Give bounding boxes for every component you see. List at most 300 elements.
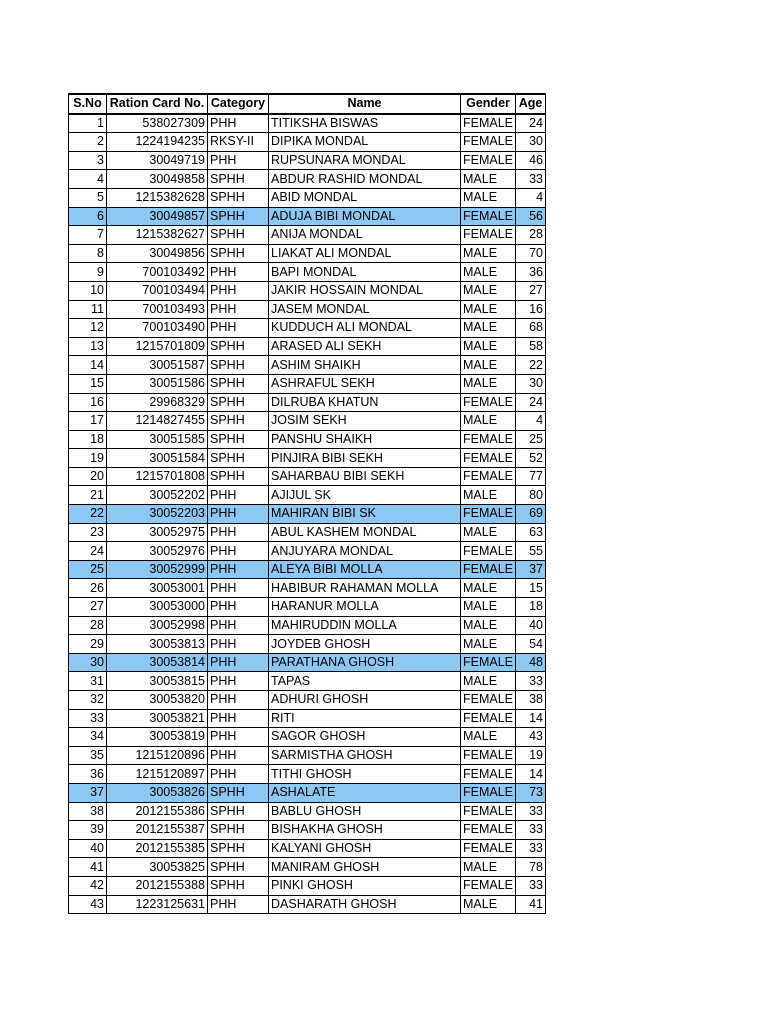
cell-name: ASHIM SHAIKH: [269, 356, 461, 375]
cell-sno: 14: [69, 356, 107, 375]
table-row: [69, 876, 546, 895]
cell-name: KUDDUCH ALI MONDAL: [269, 319, 461, 338]
cell-age: 56: [516, 207, 546, 226]
cell-age: 48: [516, 653, 546, 672]
cell-gender: MALE: [461, 263, 516, 282]
cell-ration-card-no: 30052975: [107, 523, 208, 542]
cell-ration-card-no: 30053813: [107, 635, 208, 654]
cell-name: MAHIRUDDIN MOLLA: [269, 616, 461, 635]
cell-ration-card-no: 700103492: [107, 263, 208, 282]
cell-name: HARANUR MOLLA: [269, 598, 461, 617]
cell-name: TAPAS: [269, 672, 461, 691]
cell-age: 69: [516, 505, 546, 524]
cell-sno: 6: [69, 207, 107, 226]
cell-ration-card-no: 1215382628: [107, 188, 208, 207]
cell-name: PINKI GHOSH: [269, 876, 461, 895]
cell-sno: 33: [69, 709, 107, 728]
cell-gender: MALE: [461, 635, 516, 654]
cell-category: PHH: [208, 598, 269, 617]
cell-category: PHH: [208, 560, 269, 579]
cell-gender: MALE: [461, 281, 516, 300]
cell-age: 33: [516, 170, 546, 189]
cell-sno: 9: [69, 263, 107, 282]
cell-gender: FEMALE: [461, 839, 516, 858]
table-row: [69, 337, 546, 356]
ration-card-table: [68, 93, 546, 914]
cell-category: SPHH: [208, 876, 269, 895]
cell-gender: MALE: [461, 598, 516, 617]
cell-gender: FEMALE: [461, 783, 516, 802]
cell-category: PHH: [208, 765, 269, 784]
cell-sno: 22: [69, 505, 107, 524]
cell-age: 40: [516, 616, 546, 635]
cell-category: SPHH: [208, 467, 269, 486]
cell-category: PHH: [208, 300, 269, 319]
cell-gender: FEMALE: [461, 560, 516, 579]
cell-name: SAGOR GHOSH: [269, 728, 461, 747]
cell-category: PHH: [208, 319, 269, 338]
table-row: [69, 691, 546, 710]
cell-sno: 27: [69, 598, 107, 617]
cell-age: 78: [516, 858, 546, 877]
cell-name: ABDUR RASHID MONDAL: [269, 170, 461, 189]
cell-gender: FEMALE: [461, 821, 516, 840]
table-body: [69, 114, 546, 914]
cell-sno: 3: [69, 151, 107, 170]
table-row: [69, 319, 546, 338]
cell-name: BABLU GHOSH: [269, 802, 461, 821]
cell-gender: MALE: [461, 616, 516, 635]
table-row: [69, 802, 546, 821]
cell-age: 41: [516, 895, 546, 914]
cell-gender: MALE: [461, 728, 516, 747]
cell-sno: 43: [69, 895, 107, 914]
header-age: Age: [516, 94, 546, 114]
cell-category: PHH: [208, 635, 269, 654]
header-ration-card-no: Ration Card No.: [107, 94, 208, 114]
cell-ration-card-no: 1224194235: [107, 133, 208, 152]
cell-age: 30: [516, 374, 546, 393]
cell-name: RUPSUNARA MONDAL: [269, 151, 461, 170]
cell-category: PHH: [208, 709, 269, 728]
cell-age: 43: [516, 728, 546, 747]
cell-category: PHH: [208, 151, 269, 170]
cell-ration-card-no: 30053820: [107, 691, 208, 710]
cell-category: SPHH: [208, 449, 269, 468]
cell-ration-card-no: 30053815: [107, 672, 208, 691]
table-row: [69, 244, 546, 263]
cell-sno: 7: [69, 226, 107, 245]
cell-sno: 25: [69, 560, 107, 579]
cell-gender: MALE: [461, 244, 516, 263]
cell-name: TITHI GHOSH: [269, 765, 461, 784]
cell-sno: 16: [69, 393, 107, 412]
cell-age: 54: [516, 635, 546, 654]
table-row: [69, 412, 546, 431]
cell-category: SPHH: [208, 170, 269, 189]
cell-age: 18: [516, 598, 546, 617]
cell-age: 14: [516, 709, 546, 728]
cell-ration-card-no: 30051586: [107, 374, 208, 393]
cell-ration-card-no: 700103490: [107, 319, 208, 338]
cell-category: SPHH: [208, 430, 269, 449]
cell-ration-card-no: 700103493: [107, 300, 208, 319]
cell-category: PHH: [208, 505, 269, 524]
cell-name: ADHURI GHOSH: [269, 691, 461, 710]
cell-gender: FEMALE: [461, 430, 516, 449]
table-row: [69, 858, 546, 877]
cell-name: AJIJUL SK: [269, 486, 461, 505]
cell-gender: FEMALE: [461, 151, 516, 170]
cell-gender: MALE: [461, 356, 516, 375]
cell-gender: FEMALE: [461, 207, 516, 226]
cell-sno: 12: [69, 319, 107, 338]
cell-name: ALEYA BIBI MOLLA: [269, 560, 461, 579]
cell-sno: 10: [69, 281, 107, 300]
cell-age: 14: [516, 765, 546, 784]
cell-category: PHH: [208, 542, 269, 561]
table-row: [69, 449, 546, 468]
table-row: [69, 895, 546, 914]
cell-ration-card-no: 700103494: [107, 281, 208, 300]
cell-age: 22: [516, 356, 546, 375]
table-row: [69, 598, 546, 617]
table-row: [69, 226, 546, 245]
cell-age: 4: [516, 412, 546, 431]
cell-ration-card-no: 1214827455: [107, 412, 208, 431]
cell-sno: 13: [69, 337, 107, 356]
cell-ration-card-no: 30053000: [107, 598, 208, 617]
cell-age: 46: [516, 151, 546, 170]
table-row: [69, 542, 546, 561]
cell-gender: MALE: [461, 412, 516, 431]
cell-age: 15: [516, 579, 546, 598]
table-row: [69, 635, 546, 654]
cell-gender: FEMALE: [461, 746, 516, 765]
cell-sno: 5: [69, 188, 107, 207]
cell-age: 38: [516, 691, 546, 710]
cell-age: 28: [516, 226, 546, 245]
cell-sno: 15: [69, 374, 107, 393]
cell-gender: FEMALE: [461, 449, 516, 468]
cell-sno: 36: [69, 765, 107, 784]
table-row-highlighted: [69, 207, 546, 226]
table-row: [69, 523, 546, 542]
cell-gender: MALE: [461, 188, 516, 207]
table-row: [69, 486, 546, 505]
cell-category: PHH: [208, 486, 269, 505]
cell-sno: 4: [69, 170, 107, 189]
cell-ration-card-no: 2012155386: [107, 802, 208, 821]
cell-age: 33: [516, 672, 546, 691]
cell-ration-card-no: 1215120896: [107, 746, 208, 765]
table-row: [69, 430, 546, 449]
cell-age: 24: [516, 114, 546, 133]
cell-age: 19: [516, 746, 546, 765]
cell-age: 58: [516, 337, 546, 356]
cell-gender: MALE: [461, 858, 516, 877]
cell-age: 73: [516, 783, 546, 802]
cell-category: PHH: [208, 579, 269, 598]
cell-name: JOSIM SEKH: [269, 412, 461, 431]
table-row: [69, 765, 546, 784]
cell-age: 77: [516, 467, 546, 486]
cell-category: PHH: [208, 691, 269, 710]
cell-age: 33: [516, 802, 546, 821]
cell-ration-card-no: 2012155388: [107, 876, 208, 895]
cell-name: MANIRAM GHOSH: [269, 858, 461, 877]
cell-sno: 40: [69, 839, 107, 858]
cell-category: PHH: [208, 728, 269, 747]
cell-sno: 8: [69, 244, 107, 263]
cell-sno: 11: [69, 300, 107, 319]
cell-sno: 29: [69, 635, 107, 654]
cell-category: SPHH: [208, 412, 269, 431]
cell-category: PHH: [208, 281, 269, 300]
table-row: [69, 170, 546, 189]
cell-category: PHH: [208, 616, 269, 635]
cell-category: SPHH: [208, 858, 269, 877]
cell-ration-card-no: 30052203: [107, 505, 208, 524]
cell-gender: FEMALE: [461, 802, 516, 821]
cell-ration-card-no: 30053826: [107, 783, 208, 802]
table-row: [69, 709, 546, 728]
cell-sno: 2: [69, 133, 107, 152]
cell-age: 30: [516, 133, 546, 152]
cell-age: 68: [516, 319, 546, 338]
cell-gender: FEMALE: [461, 393, 516, 412]
cell-ration-card-no: 30053825: [107, 858, 208, 877]
cell-name: SARMISTHA GHOSH: [269, 746, 461, 765]
cell-name: MAHIRAN BIBI SK: [269, 505, 461, 524]
cell-gender: FEMALE: [461, 467, 516, 486]
cell-name: LIAKAT ALI MONDAL: [269, 244, 461, 263]
table-row: [69, 374, 546, 393]
cell-age: 70: [516, 244, 546, 263]
table-row: [69, 616, 546, 635]
cell-age: 4: [516, 188, 546, 207]
table-row: [69, 579, 546, 598]
cell-ration-card-no: 30051585: [107, 430, 208, 449]
cell-sno: 41: [69, 858, 107, 877]
table-row: [69, 356, 546, 375]
cell-ration-card-no: 30053819: [107, 728, 208, 747]
cell-name: DILRUBA KHATUN: [269, 393, 461, 412]
cell-category: SPHH: [208, 188, 269, 207]
cell-gender: FEMALE: [461, 505, 516, 524]
table-row-highlighted: [69, 783, 546, 802]
cell-gender: MALE: [461, 300, 516, 319]
cell-age: 52: [516, 449, 546, 468]
cell-ration-card-no: 2012155387: [107, 821, 208, 840]
table-row: [69, 300, 546, 319]
cell-ration-card-no: 30049856: [107, 244, 208, 263]
cell-category: PHH: [208, 746, 269, 765]
cell-ration-card-no: 30052998: [107, 616, 208, 635]
table-row: [69, 746, 546, 765]
cell-ration-card-no: 2012155385: [107, 839, 208, 858]
cell-name: ABUL KASHEM MONDAL: [269, 523, 461, 542]
cell-gender: MALE: [461, 170, 516, 189]
cell-ration-card-no: 30053814: [107, 653, 208, 672]
cell-name: HABIBUR RAHAMAN MOLLA: [269, 579, 461, 598]
cell-gender: FEMALE: [461, 542, 516, 561]
cell-name: DASHARATH GHOSH: [269, 895, 461, 914]
cell-name: ADUJA BIBI MONDAL: [269, 207, 461, 226]
cell-gender: MALE: [461, 523, 516, 542]
cell-name: KALYANI GHOSH: [269, 839, 461, 858]
cell-name: JASEM MONDAL: [269, 300, 461, 319]
cell-sno: 30: [69, 653, 107, 672]
cell-category: RKSY-II: [208, 133, 269, 152]
cell-gender: MALE: [461, 579, 516, 598]
header-gender: Gender: [461, 94, 516, 114]
cell-ration-card-no: 30052202: [107, 486, 208, 505]
cell-category: PHH: [208, 114, 269, 133]
cell-gender: FEMALE: [461, 691, 516, 710]
cell-name: BAPI MONDAL: [269, 263, 461, 282]
cell-category: SPHH: [208, 783, 269, 802]
cell-name: PARATHANA GHOSH: [269, 653, 461, 672]
cell-gender: MALE: [461, 672, 516, 691]
cell-age: 16: [516, 300, 546, 319]
cell-ration-card-no: 30049719: [107, 151, 208, 170]
cell-category: SPHH: [208, 244, 269, 263]
cell-sno: 35: [69, 746, 107, 765]
table-row: [69, 151, 546, 170]
cell-age: 33: [516, 876, 546, 895]
cell-age: 33: [516, 821, 546, 840]
cell-ration-card-no: 1215701809: [107, 337, 208, 356]
cell-sno: 23: [69, 523, 107, 542]
cell-gender: FEMALE: [461, 226, 516, 245]
cell-gender: FEMALE: [461, 114, 516, 133]
cell-sno: 1: [69, 114, 107, 133]
cell-ration-card-no: 30051584: [107, 449, 208, 468]
cell-age: 36: [516, 263, 546, 282]
cell-name: ARASED ALI SEKH: [269, 337, 461, 356]
cell-gender: FEMALE: [461, 133, 516, 152]
cell-ration-card-no: 30051587: [107, 356, 208, 375]
cell-gender: MALE: [461, 337, 516, 356]
cell-ration-card-no: 30052999: [107, 560, 208, 579]
cell-ration-card-no: 30053001: [107, 579, 208, 598]
cell-sno: 37: [69, 783, 107, 802]
cell-gender: FEMALE: [461, 876, 516, 895]
cell-category: PHH: [208, 672, 269, 691]
cell-age: 27: [516, 281, 546, 300]
cell-sno: 18: [69, 430, 107, 449]
cell-gender: MALE: [461, 374, 516, 393]
cell-name: BISHAKHA GHOSH: [269, 821, 461, 840]
cell-gender: MALE: [461, 895, 516, 914]
cell-name: ASHRAFUL SEKH: [269, 374, 461, 393]
cell-name: PINJIRA BIBI SEKH: [269, 449, 461, 468]
table-row-highlighted: [69, 560, 546, 579]
cell-age: 33: [516, 839, 546, 858]
cell-category: SPHH: [208, 207, 269, 226]
cell-sno: 39: [69, 821, 107, 840]
table-row: [69, 839, 546, 858]
cell-sno: 21: [69, 486, 107, 505]
cell-age: 37: [516, 560, 546, 579]
cell-category: SPHH: [208, 374, 269, 393]
cell-age: 63: [516, 523, 546, 542]
cell-age: 55: [516, 542, 546, 561]
table-row: [69, 467, 546, 486]
cell-sno: 24: [69, 542, 107, 561]
table-row: [69, 672, 546, 691]
cell-category: SPHH: [208, 337, 269, 356]
cell-age: 25: [516, 430, 546, 449]
table-row: [69, 728, 546, 747]
cell-age: 24: [516, 393, 546, 412]
cell-ration-card-no: 29968329: [107, 393, 208, 412]
cell-name: SAHARBAU BIBI SEKH: [269, 467, 461, 486]
cell-sno: 32: [69, 691, 107, 710]
cell-sno: 34: [69, 728, 107, 747]
cell-gender: FEMALE: [461, 653, 516, 672]
cell-sno: 26: [69, 579, 107, 598]
cell-sno: 28: [69, 616, 107, 635]
cell-category: PHH: [208, 263, 269, 282]
cell-category: SPHH: [208, 226, 269, 245]
cell-age: 80: [516, 486, 546, 505]
table-row: [69, 263, 546, 282]
table-row: [69, 821, 546, 840]
cell-category: PHH: [208, 895, 269, 914]
cell-name: ASHALATE: [269, 783, 461, 802]
cell-sno: 19: [69, 449, 107, 468]
cell-category: PHH: [208, 523, 269, 542]
cell-name: JOYDEB GHOSH: [269, 635, 461, 654]
cell-name: ABID MONDAL: [269, 188, 461, 207]
cell-gender: MALE: [461, 319, 516, 338]
cell-name: JAKIR HOSSAIN MONDAL: [269, 281, 461, 300]
header-name: Name: [269, 94, 461, 114]
cell-sno: 42: [69, 876, 107, 895]
header-sno: S.No: [69, 94, 107, 114]
cell-ration-card-no: 30053821: [107, 709, 208, 728]
cell-ration-card-no: 1223125631: [107, 895, 208, 914]
cell-ration-card-no: 30052976: [107, 542, 208, 561]
cell-sno: 38: [69, 802, 107, 821]
table-row-highlighted: [69, 505, 546, 524]
cell-ration-card-no: 538027309: [107, 114, 208, 133]
cell-category: SPHH: [208, 393, 269, 412]
cell-category: SPHH: [208, 839, 269, 858]
table-row: [69, 133, 546, 152]
table-row: [69, 188, 546, 207]
cell-ration-card-no: 1215120897: [107, 765, 208, 784]
table-header-row: [69, 94, 546, 114]
cell-gender: FEMALE: [461, 709, 516, 728]
table-row: [69, 281, 546, 300]
cell-name: PANSHU SHAIKH: [269, 430, 461, 449]
cell-category: SPHH: [208, 802, 269, 821]
cell-name: TITIKSHA BISWAS: [269, 114, 461, 133]
cell-ration-card-no: 30049857: [107, 207, 208, 226]
cell-gender: MALE: [461, 486, 516, 505]
cell-category: SPHH: [208, 356, 269, 375]
cell-sno: 20: [69, 467, 107, 486]
cell-category: SPHH: [208, 821, 269, 840]
table-row: [69, 114, 546, 133]
cell-name: DIPIKA MONDAL: [269, 133, 461, 152]
cell-sno: 31: [69, 672, 107, 691]
cell-gender: FEMALE: [461, 765, 516, 784]
cell-ration-card-no: 30049858: [107, 170, 208, 189]
